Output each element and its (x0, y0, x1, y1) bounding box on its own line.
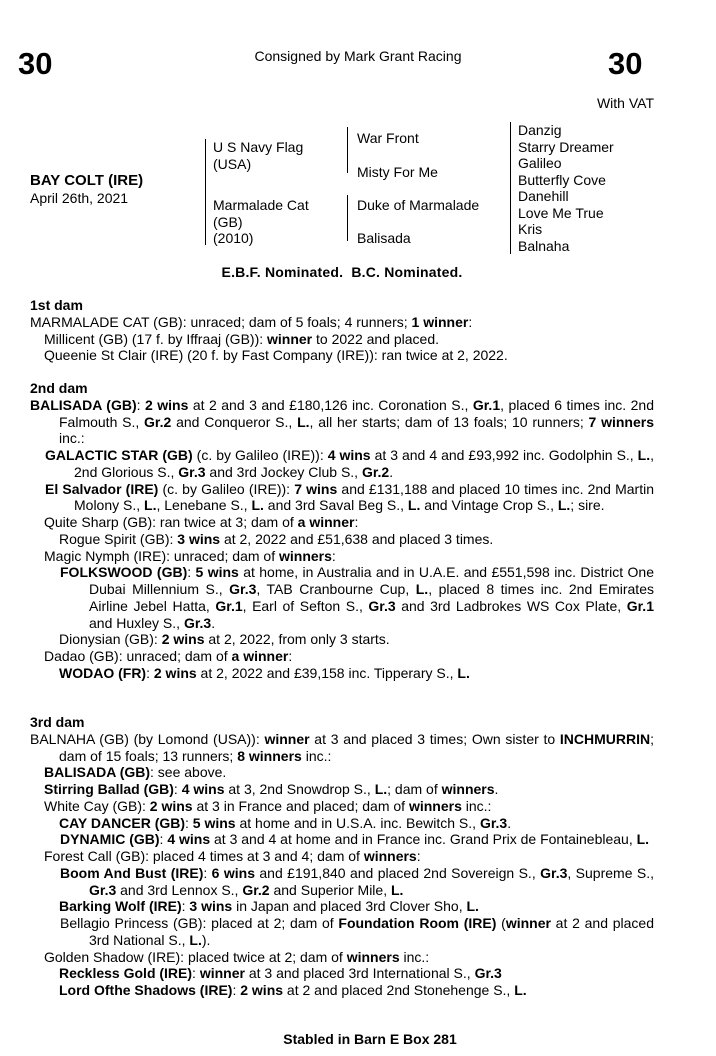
third-dam-grandproduce-dynamic: DYNAMIC (GB): 4 wins at 3 and 4 at home and in France inc. Grand Prix de Fontainebleau, L. (60, 831, 650, 848)
lot-number-right: 30 (608, 46, 643, 81)
pedigree-divider-3b (510, 155, 511, 188)
foaling-date: April 26th, 2021 (30, 190, 129, 206)
third-dam-grandproduce-barking-wolf: Barking Wolf (IRE): 3 wins in Japan and placed 3rd Clover Sho, L. (59, 898, 479, 915)
third-dam-grandproduce-bellagio-princess: Bellagio Princess (GB): placed at 2; dam of Foundation Room (IRE) (winner at 2 and placed 3rd National S., L.). (60, 915, 654, 948)
first-dam-produce-1: Millicent (GB) (17 f. by Iffraaj (GB)): winner to 2022 and placed. (44, 330, 440, 347)
consignor: Consigned by Mark Grant Racing (254, 48, 462, 64)
pedigree-divider-1 (205, 139, 206, 245)
second-dam-produce-galactic-star: GALACTIC STAR (GB) (c. by Galileo (IRE)): 4 wins at 3 and 4 and £93,992 inc. Godolphin S., L., 2nd Glorious S., Gr.3 and 3rd Jockey Club S., Gr.2. (45, 447, 655, 480)
third-dam-grandproduce-cay-dancer: CAY DANCER (GB): 5 wins at home and in U.S.A. inc. Bewitch S., Gr.3. (59, 814, 512, 831)
nominations: E.B.F. Nominated. B.C. Nominated. (221, 264, 463, 280)
third-dam-grandproduce-boom-and-bust: Boom And Bust (IRE): 6 wins and £191,840 and placed 2nd Sovereign S., Gr.3, Supreme S., Gr.3 and 3rd Lennox S., Gr.2 and Superior Mile, L. (60, 864, 655, 898)
third-dam-produce-stirring-ballad: Stirring Ballad (GB): 4 wins at 3, 2nd Snowdrop S., L.; dam of winners. (44, 781, 499, 797)
pedigree-divider-3d (510, 221, 511, 254)
second-dam-section (30, 380, 654, 682)
first-dam-produce-2: Queenie St Clair (IRE) (20 f. by Fast Company (IRE)): ran twice at 2, 2022. (44, 347, 508, 364)
pedigree-divider-2a (347, 127, 348, 173)
third-dam-heading: 3rd dam (30, 714, 85, 730)
second-dam-entry: BALISADA (GB): 2 wins at 2 and 3 and £180,126 inc. Coronation S., Gr.1, placed 6 times inc. 2nd Falmouth S., Gr.2 and Conqueror S., L., all her starts; dam of 13 foals; 10 runners; 7 winners inc.: (30, 396, 654, 447)
second-dam-grandproduce-folkswood: FOLKSWOOD (GB): 5 wins at home, in Australia and in U.A.E. and £551,598 inc. District One Dubai Millennium S., Gr.3, TAB Cranbourne Cup, L., placed 8 times inc. 2nd Emirates Airline Jebel Hatta, Gr.1, Earl of Sefton S., Gr.3 and 3rd Ladbrokes WS Cox Plate, Gr.1 and Huxley S., Gr.3. (60, 564, 654, 631)
third-dam-produce-forest-call: Forest Call (GB): placed 4 times at 3 and 4; dam of winners: (44, 848, 421, 864)
pedigree-third-generation: Danzig Starry Dreamer Galileo Butterfly Cove Danehill Love Me True Kris Balnaha (518, 122, 614, 254)
pedigree-sire-dam: Misty For Me (357, 164, 438, 180)
third-dam-produce-golden-shadow: Golden Shadow (IRE): placed twice at 2; dam of winners inc.: (44, 948, 430, 965)
pedigree-divider-3a (510, 122, 511, 155)
pedigree-divider-3c (510, 188, 511, 221)
third-dam-produce-balisada: BALISADA (GB): see above. (44, 764, 227, 781)
third-dam-section (30, 714, 654, 999)
vat-note: With VAT (596, 95, 654, 111)
third-dam-entry: BALNAHA (GB) (by Lomond (USA)): winner at 3 and placed 3 times; Own sister to INCHMURRIN; dam of 15 foals; 13 runners; 8 winners inc.: (30, 730, 654, 764)
first-dam-entry: MARMALADE CAT (GB): unraced; dam of 5 foals; 4 runners; 1 winner: (30, 313, 473, 330)
horse-name: BAY COLT (IRE) (30, 172, 144, 189)
pedigree-sire: U S Navy Flag (USA) (213, 139, 304, 172)
pedigree-dam-dam: Balisada (357, 230, 411, 246)
lot-number-left: 30 (18, 46, 53, 81)
second-dam-heading: 2nd dam (30, 380, 88, 396)
first-dam-heading: 1st dam (30, 297, 83, 313)
pedigree-sire-sire: War Front (357, 130, 419, 146)
second-dam-produce-dadao: Dadao (GB): unraced; dam of a winner: (44, 648, 293, 664)
stabling-location: Stabled in Barn E Box 281 (283, 1031, 457, 1047)
third-dam-grandproduce-reckless-gold: Reckless Gold (IRE): winner at 3 and placed 3rd International S., Gr.3 (59, 965, 502, 982)
first-dam-section (30, 297, 654, 364)
second-dam-produce-quite-sharp: Quite Sharp (GB): ran twice at 3; dam of a winner: (44, 514, 359, 530)
third-dam-produce-white-cay: White Cay (GB): 2 wins at 3 in France and placed; dam of winners inc.: (44, 797, 492, 814)
pedigree-dam-sire: Duke of Marmalade (357, 197, 480, 213)
second-dam-produce-magic-nymph: Magic Nymph (IRE): unraced; dam of winners: (44, 547, 336, 564)
second-dam-grandproduce-dionysian: Dionysian (GB): 2 wins at 2, 2022, from only 3 starts. (59, 631, 390, 648)
pedigree-dam: Marmalade Cat (GB) (2010) (213, 197, 309, 246)
third-dam-grandproduce-lord-ofthe-shadows: Lord Ofthe Shadows (IRE): 2 wins at 2 and placed 2nd Stonehenge S., L. (59, 982, 527, 998)
second-dam-grandproduce-wodao: WODAO (FR): 2 wins at 2, 2022 and £39,158 inc. Tipperary S., L. (59, 664, 470, 681)
second-dam-grandproduce-rogue-spirit: Rogue Spirit (GB): 3 wins at 2, 2022 and £51,638 and placed 3 times. (59, 530, 494, 547)
second-dam-produce-el-salvador: El Salvador (IRE) (c. by Galileo (IRE)): 7 wins and £131,188 and placed 10 times inc. 2nd Martin Molony S., L., Lenebane S., L. and 3rd Saval Beg S., L. and Vintage Crop S., L.; sire. (45, 480, 655, 514)
pedigree-divider-2b (347, 195, 348, 241)
